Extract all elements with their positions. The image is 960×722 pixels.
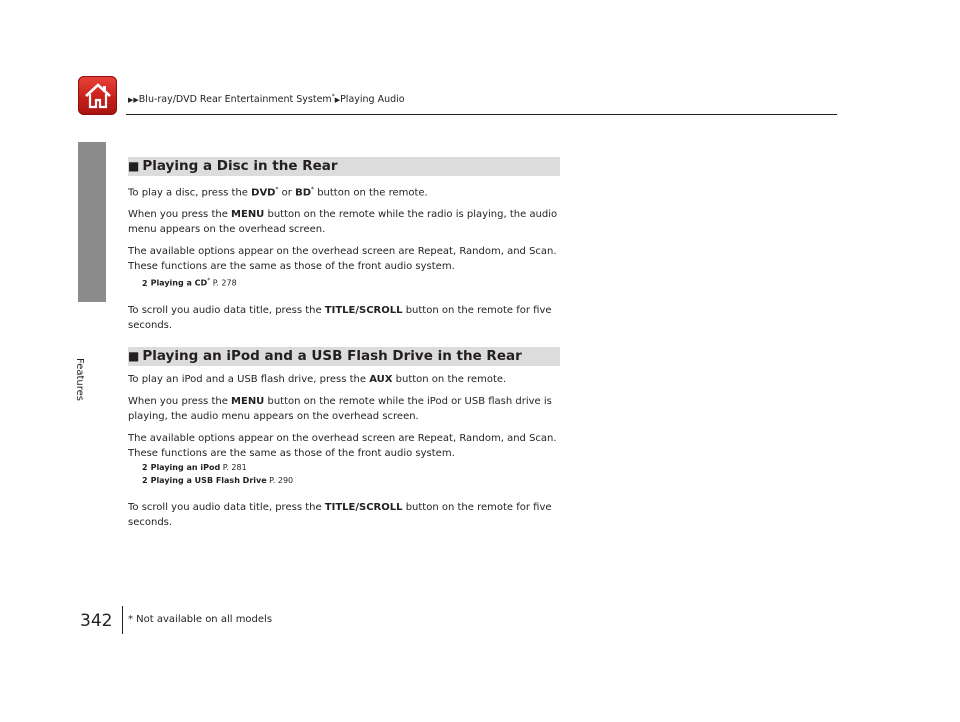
breadcrumb-part1[interactable]: Blu-ray/DVD Rear Entertainment System [138, 94, 332, 106]
paragraph: The available options appear on the overhead screen are Repeat, Random, and Scan. These functions are the same as those of the front audio system. [128, 432, 557, 459]
cross-reference-icon: 2 [142, 462, 148, 472]
side-tab-label: Features [74, 358, 85, 401]
page-number: 342 [80, 611, 113, 631]
paragraph: To play a disc, press the DVD* or BD* button on the remote. [128, 186, 428, 199]
paragraph: When you press the MENU button on the remote while the radio is playing, the audio menu appears on the overhead screen. [128, 209, 558, 236]
home-icon [83, 82, 113, 110]
cross-reference-icon: 2 [142, 278, 148, 288]
heading-square-icon: ■ [128, 348, 140, 363]
heading-square-icon: ■ [128, 159, 140, 173]
section-heading-text: Playing a Disc in the Rear [142, 158, 338, 174]
footnote: * Not available on all models [128, 614, 273, 625]
breadcrumb-part2[interactable]: Playing Audio [340, 94, 405, 106]
paragraph: To scroll you audio data title, press the TITLE/SCROLL button on the remote for five seconds. [128, 501, 552, 528]
paragraph: To scroll you audio data title, press the TITLE/SCROLL button on the remote for five seconds. [128, 304, 552, 331]
breadcrumb-star: * [331, 93, 335, 100]
breadcrumb [128, 93, 405, 105]
paragraph: When you press the MENU button on the remote while the iPod or USB flash drive is playing, the audio menu appears on the overhead screen. [128, 395, 552, 422]
breadcrumb-arrow-icon: ▶ [334, 96, 341, 105]
breadcrumb-arrow-icon: ▶▶ [128, 96, 139, 105]
main-content [128, 157, 560, 530]
cross-reference-link[interactable]: 2 Playing a CD* P. 278 [142, 277, 237, 288]
home-button[interactable] [78, 76, 117, 115]
paragraph: The available options appear on the overhead screen are Repeat, Random, and Scan. These functions are the same as those of the front audio system. [128, 246, 557, 273]
section-heading-text: Playing an iPod and a USB Flash Drive in the Rear [142, 347, 522, 364]
cross-reference-icon: 2 [142, 475, 148, 485]
section-heading-ipod-usb [128, 347, 560, 366]
cross-reference-link[interactable]: 2 Playing a USB Flash Drive P. 290 [142, 475, 294, 485]
side-tab [78, 142, 106, 302]
paragraph: To play an iPod and a USB flash drive, press the AUX button on the remote. [128, 373, 507, 385]
cross-reference-link[interactable]: 2 Playing an iPod P. 281 [142, 462, 247, 472]
section-heading-disc [128, 157, 560, 176]
footnote-rule [122, 606, 123, 634]
header-rule [126, 114, 837, 115]
